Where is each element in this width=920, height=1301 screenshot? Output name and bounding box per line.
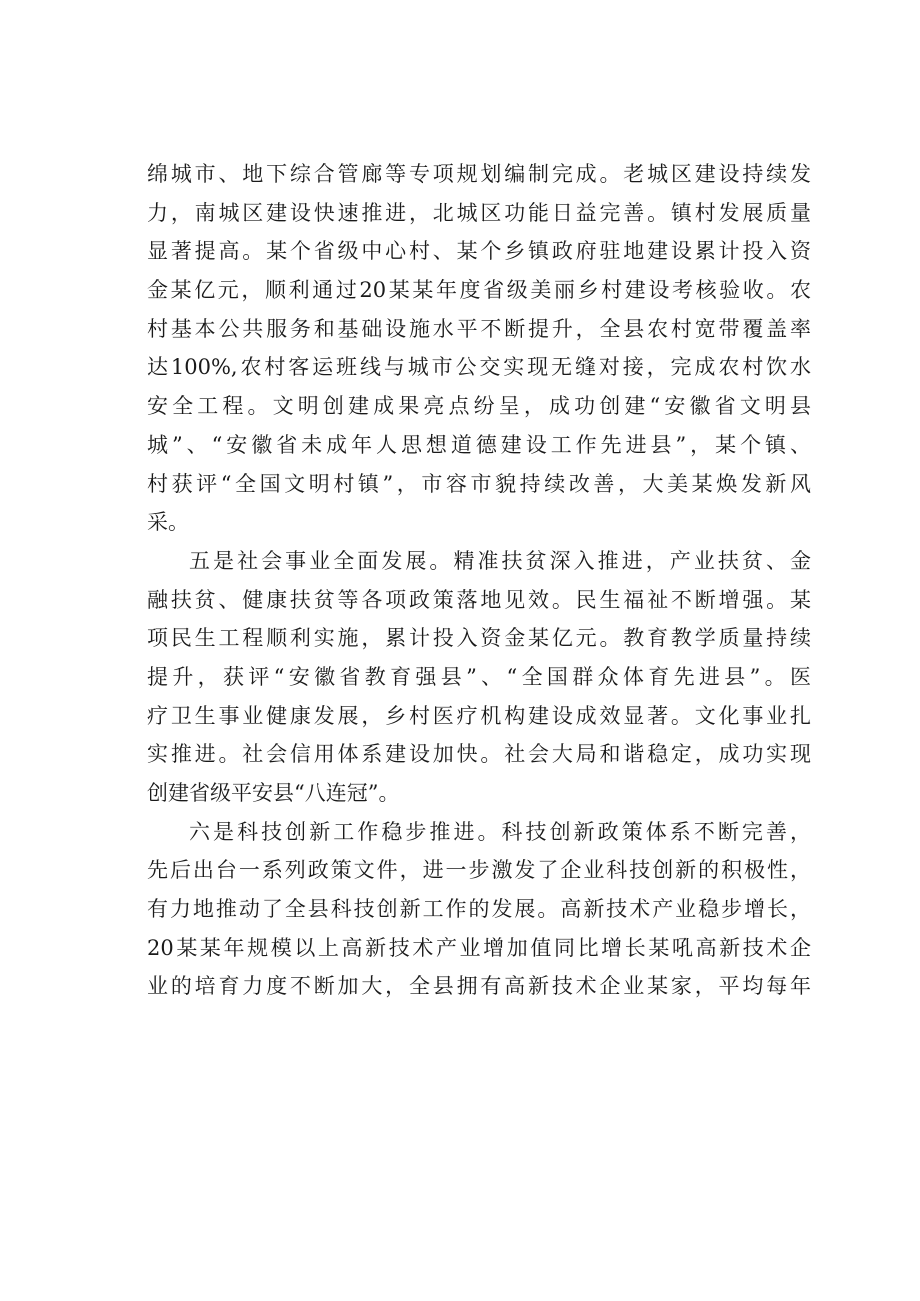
- text-line: 提升，获评“安徽省教育强县”、“全国群众体育先进县”。医: [147, 664, 811, 689]
- text-line: 六是科技创新工作稳步推进。科技创新政策体系不断完善，: [189, 819, 811, 844]
- paragraph-urban-rural: [147, 155, 811, 542]
- document-body: [147, 155, 811, 1006]
- text-line: 疗卫生事业健康发展，乡村医疗机构建设成效显著。文化事业扎: [147, 703, 811, 728]
- text-line: 安全工程。文明创建成果亮点纷呈，成功创建“安徽省文明县: [147, 394, 811, 419]
- text-line: 达100%,农村客运班线与城市公交实现无缝对接，完成农村饮水: [147, 355, 811, 380]
- text-line: 采。: [147, 510, 189, 535]
- text-line: 城”、“安徽省未成年人思想道德建设工作先进县”，某个镇、: [147, 432, 811, 457]
- text-line: 20某某年规模以上高新技术产业增加值同比增长某吼高新技术企: [147, 935, 811, 960]
- text-line: 项民生工程顺利实施，累计投入资金某亿元。教育教学质量持续: [147, 626, 811, 651]
- text-line: 力，南城区建设快速推进，北城区功能日益完善。镇村发展质量: [147, 200, 811, 225]
- text-line: 创建省级平安县“八连冠”。: [147, 781, 400, 805]
- text-line: 融扶贫、健康扶贫等各项政策落地见效。民生福祉不断增强。某: [147, 587, 811, 612]
- text-line: 显著提高。某个省级中心村、某个乡镇政府驻地建设累计投入资: [147, 239, 811, 264]
- text-line: 实推进。社会信用体系建设加快。社会大局和谐稳定，成功实现: [147, 742, 811, 767]
- text-line: 业的培育力度不断加大，全县拥有高新技术企业某家，平均每年: [147, 974, 811, 999]
- text-line: 村获评“全国文明村镇”，市容市貌持续改善，大美某焕发新风: [147, 471, 811, 496]
- text-line: 五是社会事业全面发展。精准扶贫深入推进，产业扶贫、金: [189, 548, 811, 573]
- text-line: 绵城市、地下综合管廊等专项规划编制完成。老城区建设持续发: [147, 162, 811, 186]
- paragraph-tech-innovation: [147, 813, 811, 1006]
- text-line: 有力地推动了全县科技创新工作的发展。高新技术产业稳步增长，: [147, 897, 811, 922]
- text-line: 村基本公共服务和基础设施水平不断提升，全县农村宽带覆盖率: [147, 316, 811, 341]
- text-line: 先后出台一系列政策文件，进一步激发了企业科技创新的积极性，: [147, 858, 811, 883]
- paragraph-social-affairs: [147, 542, 811, 813]
- text-line: 金某亿元，顺利通过20某某年度省级美丽乡村建设考核验收。农: [147, 278, 811, 303]
